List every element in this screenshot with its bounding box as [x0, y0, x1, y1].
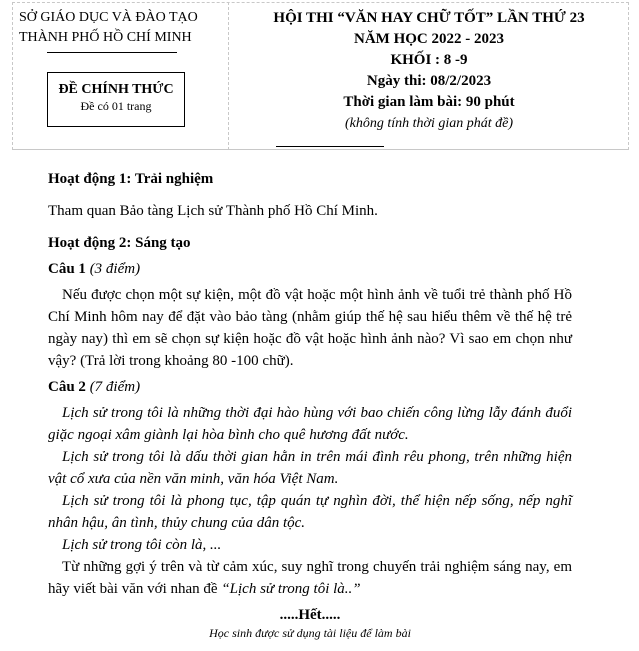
official-title: ĐỀ CHÍNH THỨC	[58, 82, 174, 97]
exam-content	[48, 168, 572, 626]
question-2-quote-3: Lịch sử trong tôi là phong tục, tập quán tự nghìn đời, thể hiện nếp sống, nếp nghĩ nhân hậu, ân tình, thủy chung của dân tộc.	[48, 493, 572, 531]
question-1-label: Câu 1	[48, 261, 86, 277]
authority-underline	[47, 52, 177, 53]
end-mark: .....Hết.....	[279, 607, 341, 623]
dept-line-2: THÀNH PHỐ HỒ CHÍ MINH	[19, 30, 192, 45]
activity-2-heading	[48, 232, 572, 254]
activity-1-body: Tham quan Bảo tàng Lịch sử Thành phố Hồ Chí Minh.	[48, 203, 378, 219]
question-1-body: Nếu được chọn một sự kiện, một đồ vật hoặc một hình ảnh về tuổi trẻ thành phố Hồ Chí Minh hôm nay để đặt vào bảo tàng (nhằm giúp thế hệ sau hiểu thêm về thế hệ trẻ ngày nay) thì em sẽ chọn sự kiện hoặc đồ vật hoặc hình ảnh nào? Vì sao em chọn như vậy? (Trả lời trong khoảng 80 -100 chữ).	[48, 287, 572, 369]
grade-level: KHỐI : 8 -9	[390, 52, 468, 68]
question-2-quote-2: Lịch sử trong tôi là dấu thời gian hằn in trên mái đình rêu phong, trên những hiện vật cổ xưa của nền văn minh, văn hóa Việt Nam.	[48, 449, 572, 487]
question-1-points: (3 điểm)	[89, 261, 141, 277]
duration-note: (không tính thời gian phát đề)	[344, 116, 514, 131]
activity-2-title: : Sáng tạo	[126, 235, 191, 251]
question-1-heading	[48, 258, 572, 280]
contest-underline	[276, 146, 384, 147]
activity-2-label: Hoạt động 2	[48, 235, 127, 251]
activity-1-title: : Trải nghiệm	[126, 171, 214, 187]
school-year: NĂM HỌC 2022 - 2023	[354, 31, 504, 47]
issuing-authority	[19, 8, 219, 48]
dept-line-1: SỞ GIÁO DỤC VÀ ĐÀO TẠO	[19, 10, 198, 25]
activity-1-heading	[48, 168, 572, 190]
exam-duration: Thời gian làm bài: 90 phút	[343, 94, 515, 110]
contest-info	[230, 8, 628, 134]
essay-title: “Lịch sử trong tôi là..”	[221, 581, 361, 597]
contest-title: HỘI THI “VĂN HAY CHỮ TỐT” LẦN THỨ 23	[273, 10, 585, 26]
question-2-prompt	[48, 556, 572, 600]
question-2-prompt-text: Từ những gợi ý trên và từ cảm xúc, suy nghĩ trong chuyến trải nghiệm sáng nay, em hãy viết bài văn với nhan đề	[48, 559, 572, 597]
footnote: Học sinh được sử dụng tài liệu để làm bài	[209, 626, 411, 640]
question-2-label: Câu 2	[48, 379, 86, 395]
exam-date: Ngày thi: 08/2/2023	[366, 73, 492, 89]
question-2-heading	[48, 376, 572, 398]
question-2-points: (7 điểm)	[89, 379, 141, 395]
header-divider	[228, 2, 229, 150]
official-exam-box	[47, 72, 185, 127]
page-count-note: Đề có 01 trang	[80, 99, 152, 113]
question-2-quote-4: Lịch sử trong tôi còn là, ...	[62, 537, 222, 553]
activity-1-label: Hoạt động 1	[48, 171, 127, 187]
question-2-quote-1: Lịch sử trong tôi là những thời đại hào hùng với bao chiến công lừng lẫy đánh đuổi giặc ngoại xâm giành lại hòa bình cho quê hương đất nước.	[48, 405, 572, 443]
